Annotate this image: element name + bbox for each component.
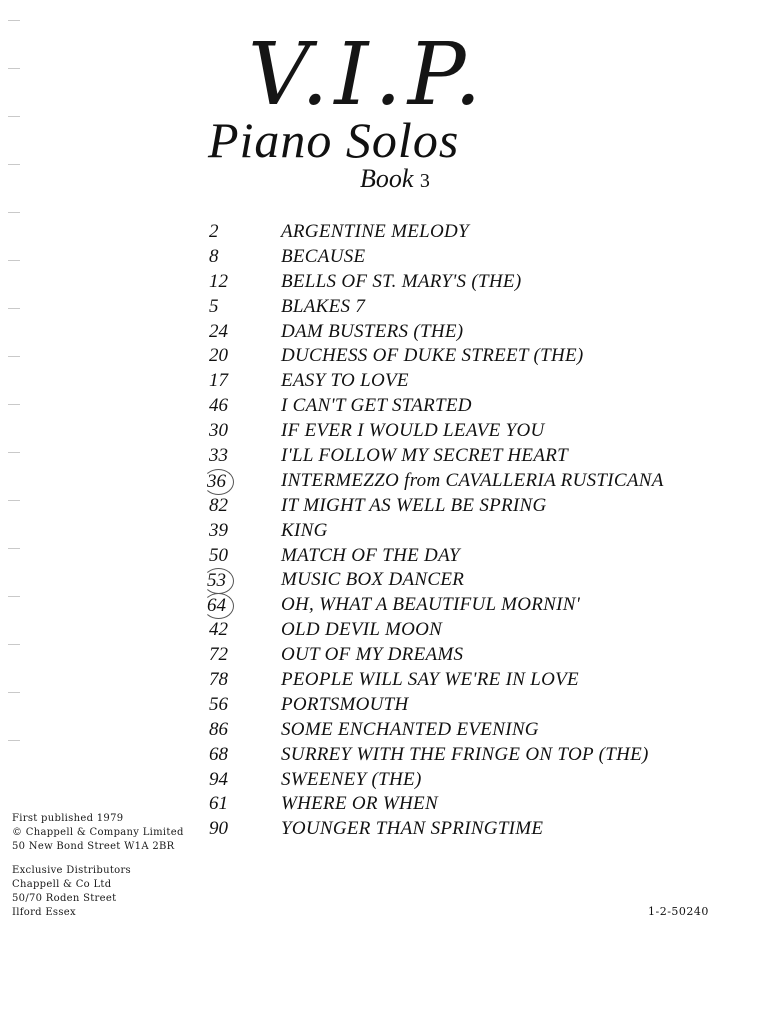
contents-song-title: OH, WHAT A BEAUTIFUL MORNIN' xyxy=(281,594,581,616)
margin-tick xyxy=(8,212,20,213)
catalog-number: 1-2-50240 xyxy=(648,905,709,918)
contents-row xyxy=(0,369,768,394)
contents-song-title: SWEENEY (THE) xyxy=(281,768,422,790)
margin-tick xyxy=(8,164,20,165)
contents-page-number: 8 xyxy=(209,245,219,267)
contents-page-number: 78 xyxy=(209,669,228,691)
contents-page-number: 33 xyxy=(209,445,228,467)
contents-song-title: BLAKES 7 xyxy=(281,295,366,317)
contents-row xyxy=(0,220,768,245)
contents-page-number: 56 xyxy=(209,693,228,715)
contents-song-title: WHERE OR WHEN xyxy=(281,793,438,815)
contents-row xyxy=(0,668,768,693)
contents-song-title: SOME ENCHANTED EVENING xyxy=(281,718,539,740)
contents-row xyxy=(0,618,768,643)
contents-row xyxy=(0,469,768,494)
contents-row xyxy=(0,768,768,793)
distributor-street: 50/70 Roden Street xyxy=(12,893,117,904)
distributor-town: Ilford Essex xyxy=(12,907,76,918)
contents-page-number: 50 xyxy=(209,544,228,566)
contents-song-title: MUSIC BOX DANCER xyxy=(281,569,465,591)
contents-page-number: 5 xyxy=(209,295,219,317)
publication-info xyxy=(12,812,184,854)
contents-page-number: 24 xyxy=(209,320,228,342)
contents-row xyxy=(0,544,768,569)
contents-song-title: SURREY WITH THE FRINGE ON TOP (THE) xyxy=(281,743,649,765)
publication-line: First published 1979 xyxy=(12,813,124,824)
contents-row xyxy=(0,270,768,295)
contents-list xyxy=(0,220,768,842)
contents-page-number: 2 xyxy=(209,221,219,242)
contents-song-title: I'LL FOLLOW MY SECRET HEART xyxy=(281,445,569,467)
contents-song-title: IF EVER I WOULD LEAVE YOU xyxy=(281,420,545,442)
contents-song-title: PORTSMOUTH xyxy=(281,693,409,715)
contents-page-number: 68 xyxy=(209,743,228,765)
margin-tick xyxy=(8,20,20,21)
contents-page-number: 46 xyxy=(209,395,228,417)
contents-page-number: 17 xyxy=(209,370,228,392)
contents-song-title: EASY TO LOVE xyxy=(281,370,409,392)
contents-row xyxy=(0,693,768,718)
book-number xyxy=(360,164,430,196)
contents-page-number: 90 xyxy=(209,818,228,840)
contents-page-number: 94 xyxy=(209,768,228,790)
contents-row xyxy=(0,519,768,544)
contents-page-number: 36 xyxy=(203,469,234,495)
contents-song-title: DUCHESS OF DUKE STREET (THE) xyxy=(281,345,584,367)
contents-song-title: ARGENTINE MELODY xyxy=(281,221,469,242)
contents-row xyxy=(0,593,768,618)
distributor-heading: Exclusive Distributors xyxy=(12,865,131,876)
contents-song-title: OLD DEVIL MOON xyxy=(281,619,443,641)
contents-page-number: 39 xyxy=(209,519,228,541)
contents-song-title: BELLS OF ST. MARY'S (THE) xyxy=(281,270,522,292)
contents-song-title: YOUNGER THAN SPRINGTIME xyxy=(281,818,544,840)
contents-row xyxy=(0,718,768,743)
contents-page-number: 64 xyxy=(203,593,234,619)
margin-tick xyxy=(8,68,20,69)
contents-page-number: 30 xyxy=(209,420,228,442)
page-title: Piano Solos xyxy=(208,112,460,168)
contents-song-title: KING xyxy=(281,519,328,541)
copyright-line: © Chappell & Company Limited xyxy=(12,827,184,838)
distributor-info xyxy=(12,864,131,920)
contents-page-number: 82 xyxy=(209,494,228,516)
contents-song-title: PEOPLE WILL SAY WE'RE IN LOVE xyxy=(281,669,579,691)
contents-song-title: BECAUSE xyxy=(281,245,366,267)
contents-page-number: 42 xyxy=(209,619,228,641)
contents-song-title: I CAN'T GET STARTED xyxy=(281,395,472,417)
contents-song-title: DAM BUSTERS (THE) xyxy=(281,320,464,342)
contents-row xyxy=(0,494,768,519)
contents-row xyxy=(0,743,768,768)
book-number-value: 3 xyxy=(419,170,430,192)
contents-row xyxy=(0,245,768,270)
contents-row xyxy=(0,568,768,593)
contents-page-number: 86 xyxy=(209,718,228,740)
contents-row xyxy=(0,643,768,668)
contents-page-number: 53 xyxy=(203,568,234,594)
contents-song-title: MATCH OF THE DAY xyxy=(281,544,460,566)
contents-row xyxy=(0,419,768,444)
brand-logo: V.I.P. xyxy=(248,25,488,125)
contents-page-number: 72 xyxy=(209,644,228,666)
distributor-name: Chappell & Co Ltd xyxy=(12,879,112,890)
contents-song-title: IT MIGHT AS WELL BE SPRING xyxy=(281,494,547,516)
publisher-address: 50 New Bond Street W1A 2BR xyxy=(12,841,175,852)
contents-song-title: OUT OF MY DREAMS xyxy=(281,644,464,666)
contents-page-number: 12 xyxy=(209,270,228,292)
book-label: Book xyxy=(360,164,414,193)
margin-tick xyxy=(8,116,20,117)
contents-row xyxy=(0,344,768,369)
contents-row xyxy=(0,295,768,320)
contents-row xyxy=(0,320,768,345)
contents-song-title: INTERMEZZO from CAVALLERIA RUSTICANA xyxy=(281,469,664,491)
contents-row xyxy=(0,444,768,469)
contents-row xyxy=(0,394,768,419)
contents-page-number: 61 xyxy=(209,793,228,815)
contents-page-number: 20 xyxy=(209,345,228,367)
